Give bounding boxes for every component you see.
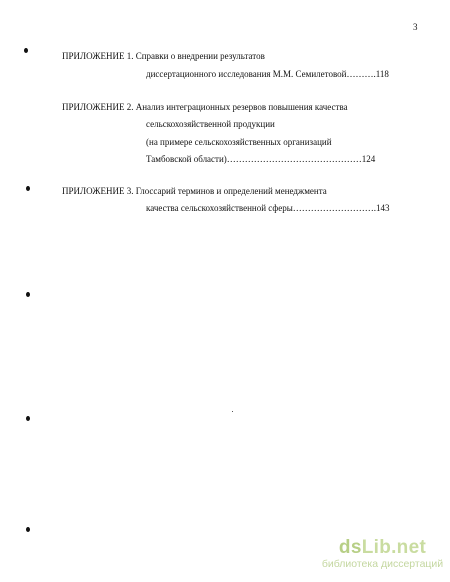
appendix-1-line-1: ПРИЛОЖЕНИЕ 1. Справки о внедрении результатов — [62, 51, 265, 61]
appendix-2-line-1: ПРИЛОЖЕНИЕ 2. Анализ интеграционных резервов повышения качества — [62, 102, 348, 112]
appendix-3-line-2: качества сельскохозяйственной сферы……………………….143 — [146, 203, 390, 213]
watermark-brand-rest: Lib.net — [361, 537, 427, 558]
appendix-3-line-1: ПРИЛОЖЕНИЕ 3. Глоссарий терминов и определений менеджмента — [62, 186, 327, 196]
scan-speck — [232, 411, 233, 412]
appendix-2-line-3: (на примере сельскохозяйственных организаций — [146, 137, 332, 147]
binding-hole-mark — [26, 186, 30, 191]
appendix-1-line-2: диссертационного исследования М.М. Семилетовой……….118 — [146, 69, 389, 79]
watermark-brand — [320, 538, 445, 558]
appendix-2-line-4: Тамбовской области)………………………………………124 — [146, 154, 376, 164]
binding-hole-mark — [26, 416, 30, 421]
binding-hole-mark — [26, 292, 30, 297]
watermark-brand-prefix: ds — [338, 537, 362, 558]
watermark — [320, 538, 445, 571]
watermark-tagline: библиотека диссертаций — [321, 558, 444, 570]
page-number: 3 — [413, 22, 418, 32]
binding-hole-mark — [24, 48, 28, 53]
binding-hole-mark — [26, 527, 30, 532]
appendix-2-line-2: сельскохозяйственной продукции — [146, 119, 275, 129]
